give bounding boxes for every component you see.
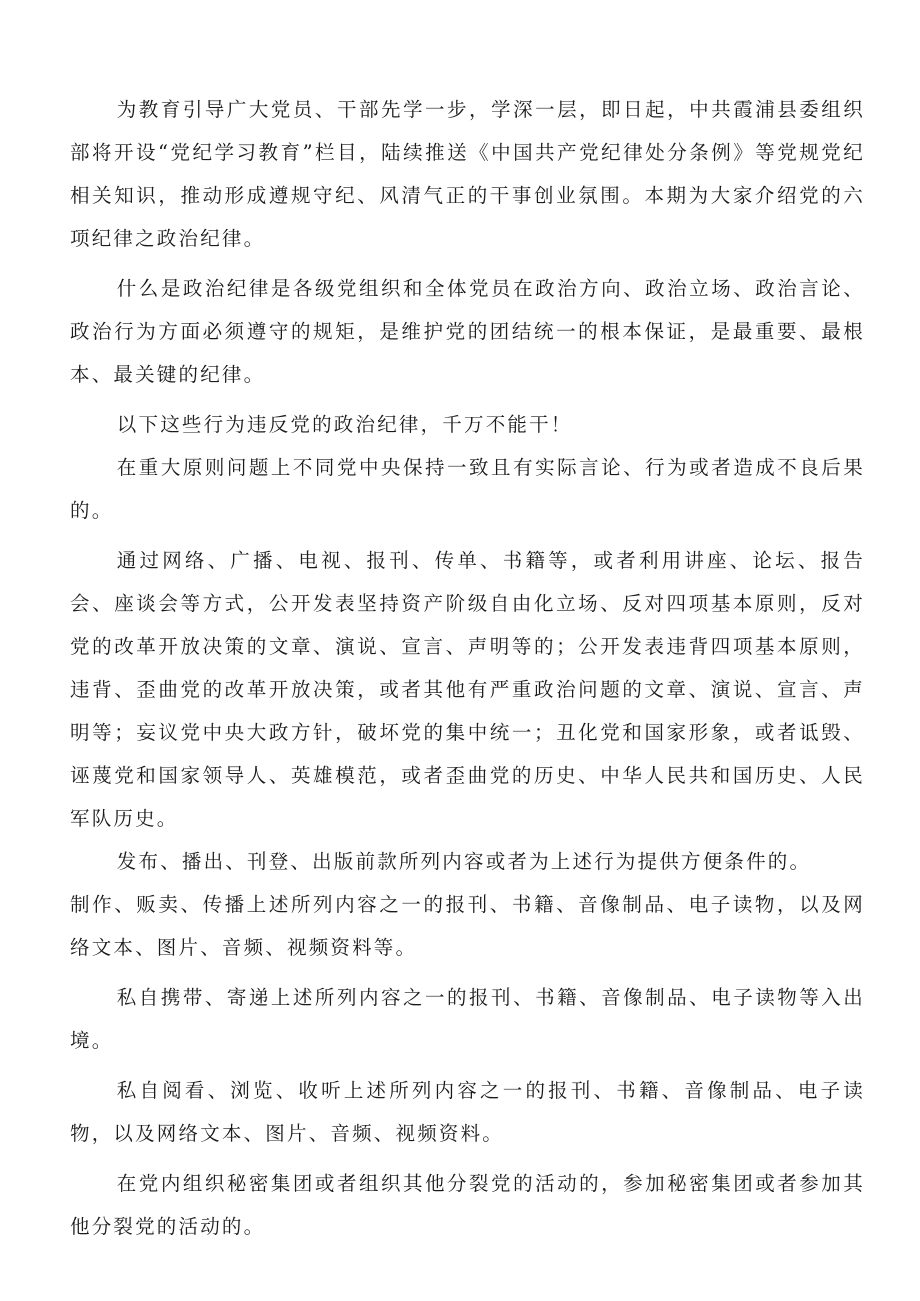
- paragraph-item-2: 通过网络、广播、电视、报刊、传单、书籍等，或者利用讲座、论坛、报告会、座谈会等方式，公开发表坚持资产阶级自由化立场、反对四项基本原则，反对党的改革开放决策的文章、演说、宣言、声明等的；公开发表违背四项基本原则，违背、歪曲党的改革开放决策，或者其他有严重政治问题的文章、演说、宣言、声明等；妄议党中央大政方针，破坏党的集中统一；丑化党和国家形象，或者诋毁、诬蔑党和国家领导人、英雄模范，或者歪曲党的历史、中华人民共和国历史、人民军队历史。: [70, 549, 865, 830]
- paragraph-item-6: 私自阅看、浏览、收听上述所列内容之一的报刊、书籍、音像制品、电子读物，以及网络文本、图片、音频、视频资料。: [70, 1079, 865, 1145]
- paragraph-item-4: 制作、贩卖、传播上述所列内容之一的报刊、书籍、音像制品、电子读物，以及网络文本、图片、音频、视频资料等。: [70, 893, 865, 959]
- paragraph-warning: 以下这些行为违反党的政治纪律，千万不能干！: [116, 413, 573, 436]
- paragraph-item-3: 发布、播出、刊登、出版前款所列内容或者为上述行为提供方便条件的。: [116, 850, 812, 873]
- paragraph-item-7: 在党内组织秘密集团或者组织其他分裂党的活动的，参加秘密集团或者参加其他分裂党的活动的。: [70, 1172, 865, 1238]
- paragraph-definition: 什么是政治纪律是各级党组织和全体党员在政治方向、政治立场、政治言论、政治行为方面必须遵守的规矩，是维护党的团结统一的根本保证，是最重要、最根本、最关键的纪律。: [70, 277, 865, 386]
- paragraph-intro: 为教育引导广大党员、干部先学一步，学深一层，即日起，中共霞浦县委组织部将开设“党纪学习教育”栏目，陆续推送《中国共产党纪律处分条例》等党规党纪相关知识，推动形成遵规守纪、风清气正的干事创业氛围。本期为大家介绍党的六项纪律之政治纪律。: [70, 98, 865, 250]
- paragraph-item-1: 在重大原则问题上不同党中央保持一致且有实际言论、行为或者造成不良后果的。: [70, 456, 865, 522]
- document-body: [70, 88, 865, 1248]
- paragraph-item-5: 私自携带、寄递上述所列内容之一的报刊、书籍、音像制品、电子读物等入出境。: [70, 986, 865, 1052]
